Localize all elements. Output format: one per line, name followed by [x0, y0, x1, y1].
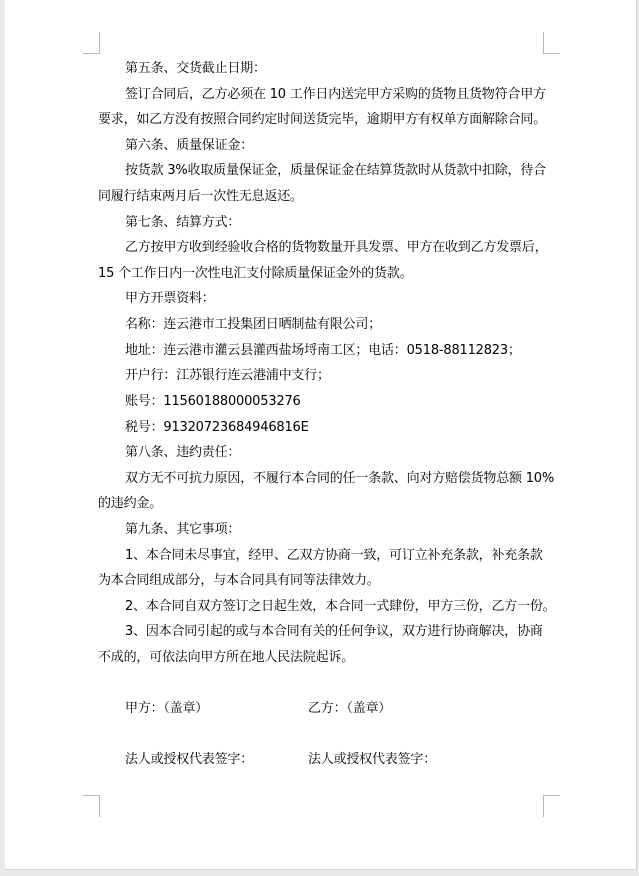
- document-line-text: 乙方按甲方收到经验收合格的货物数量开具发票、甲方在收到乙方发票后，: [125, 240, 548, 256]
- document-line-text: 第八条、违约责任：: [125, 445, 241, 461]
- document-line: [98, 312, 544, 338]
- document-line: [98, 82, 544, 108]
- document-line: [98, 543, 544, 569]
- document-line-text: 的违约金。: [98, 496, 163, 512]
- document-line: [98, 338, 544, 364]
- document-line-text: 签订合同后，乙方必须在 10 工作日内送完甲方采购的货物且货物符合甲方: [125, 86, 546, 102]
- document-line-text: 账号：11560188000053276: [125, 393, 301, 409]
- document-line-text: 要求，如乙方没有按照合同约定时间送货完毕，逾期甲方有权单方面解除合同。: [98, 112, 547, 128]
- document-line-text: 2、本合同自双方签订之日起生效，本合同一式肆份，甲方三份，乙方一份。: [125, 598, 556, 614]
- document-line: [98, 210, 544, 236]
- document-line-text: 第五条、交货截止日期：: [125, 61, 266, 76]
- margin-crop-mark-bottom-right: [543, 795, 560, 817]
- margin-crop-mark-top-right: [543, 32, 560, 54]
- document-line-text: 为本合同组成部分，与本合同具有同等法律效力。: [98, 573, 380, 589]
- document-line: [98, 594, 556, 620]
- party-b-signature-label: 乙方：（盖章）: [308, 701, 392, 717]
- document-line: [98, 619, 544, 645]
- document-line: [98, 517, 544, 543]
- document-line: [98, 158, 544, 184]
- document-line: [98, 184, 544, 210]
- margin-crop-mark-top-left: [83, 32, 100, 54]
- document-line: [98, 568, 544, 594]
- document-line: [98, 107, 547, 133]
- document-line-text: 地址：连云港市灌云县灌西盐场埒南工区；电话：0518-88112823；: [125, 342, 521, 358]
- document-line-text: 1、本合同未尽事宜，经甲、乙双方协商一致，可订立补充条款，补充条款: [125, 547, 543, 563]
- document-line: [98, 415, 544, 441]
- document-line: [98, 466, 555, 492]
- document-line-text: 第六条、质量保证金：: [125, 137, 254, 153]
- document-line-text: 开户行：江苏银行连云港浦中支行；: [125, 368, 330, 384]
- document-line: [98, 235, 548, 261]
- document-line-text: 甲方开票资料：: [125, 291, 215, 307]
- document-line: [98, 261, 544, 287]
- document-line-text: 第七条、结算方式：: [125, 214, 241, 230]
- signature-line: [98, 747, 544, 773]
- document-line-text: 3、因本合同引起的或与本合同有关的任何争议，双方进行协商解决，协商: [125, 624, 543, 640]
- document-line: [98, 491, 544, 517]
- document-line: [98, 56, 544, 82]
- document-line: [98, 133, 544, 159]
- signature-line: [98, 696, 544, 722]
- document-line: [98, 286, 544, 312]
- margin-crop-mark-bottom-left: [83, 795, 100, 817]
- document-line: [98, 645, 544, 671]
- document-line-text: 按货款 3%收取质量保证金，质量保证金在结算货款时从货款中扣除，待合: [125, 163, 546, 179]
- document-line: [98, 363, 544, 389]
- document-line-text: 名称：连云港市工投集团日晒制盐有限公司；: [125, 317, 382, 333]
- document-line-text: 同履行结束两月后一次性无息返还。: [98, 189, 303, 205]
- document-line-text: 不成的，可依法向甲方所在地人民法院起诉。: [98, 650, 355, 666]
- blank-line: [98, 671, 544, 697]
- party-a-signature-label: 法人或授权代表签字：: [125, 752, 254, 768]
- document-line-text: 15 个工作日内一次性电汇支付除质量保证金外的货款。: [98, 265, 413, 281]
- party-b-signature-label: 法人或授权代表签字：: [308, 752, 437, 768]
- blank-line: [98, 722, 544, 748]
- party-a-signature-label: 甲方：（盖章）: [125, 701, 209, 717]
- document-line: [98, 440, 544, 466]
- document-line-text: 双方无不可抗力原因，不履行本合同的任一条款、向对方赔偿货物总额 10%: [125, 470, 555, 486]
- document-line: [98, 389, 544, 415]
- document-line-text: 税号：91320723684946816E: [125, 419, 309, 435]
- document-line-text: 第九条、其它事项：: [125, 521, 241, 537]
- document-text-area[interactable]: [98, 56, 556, 773]
